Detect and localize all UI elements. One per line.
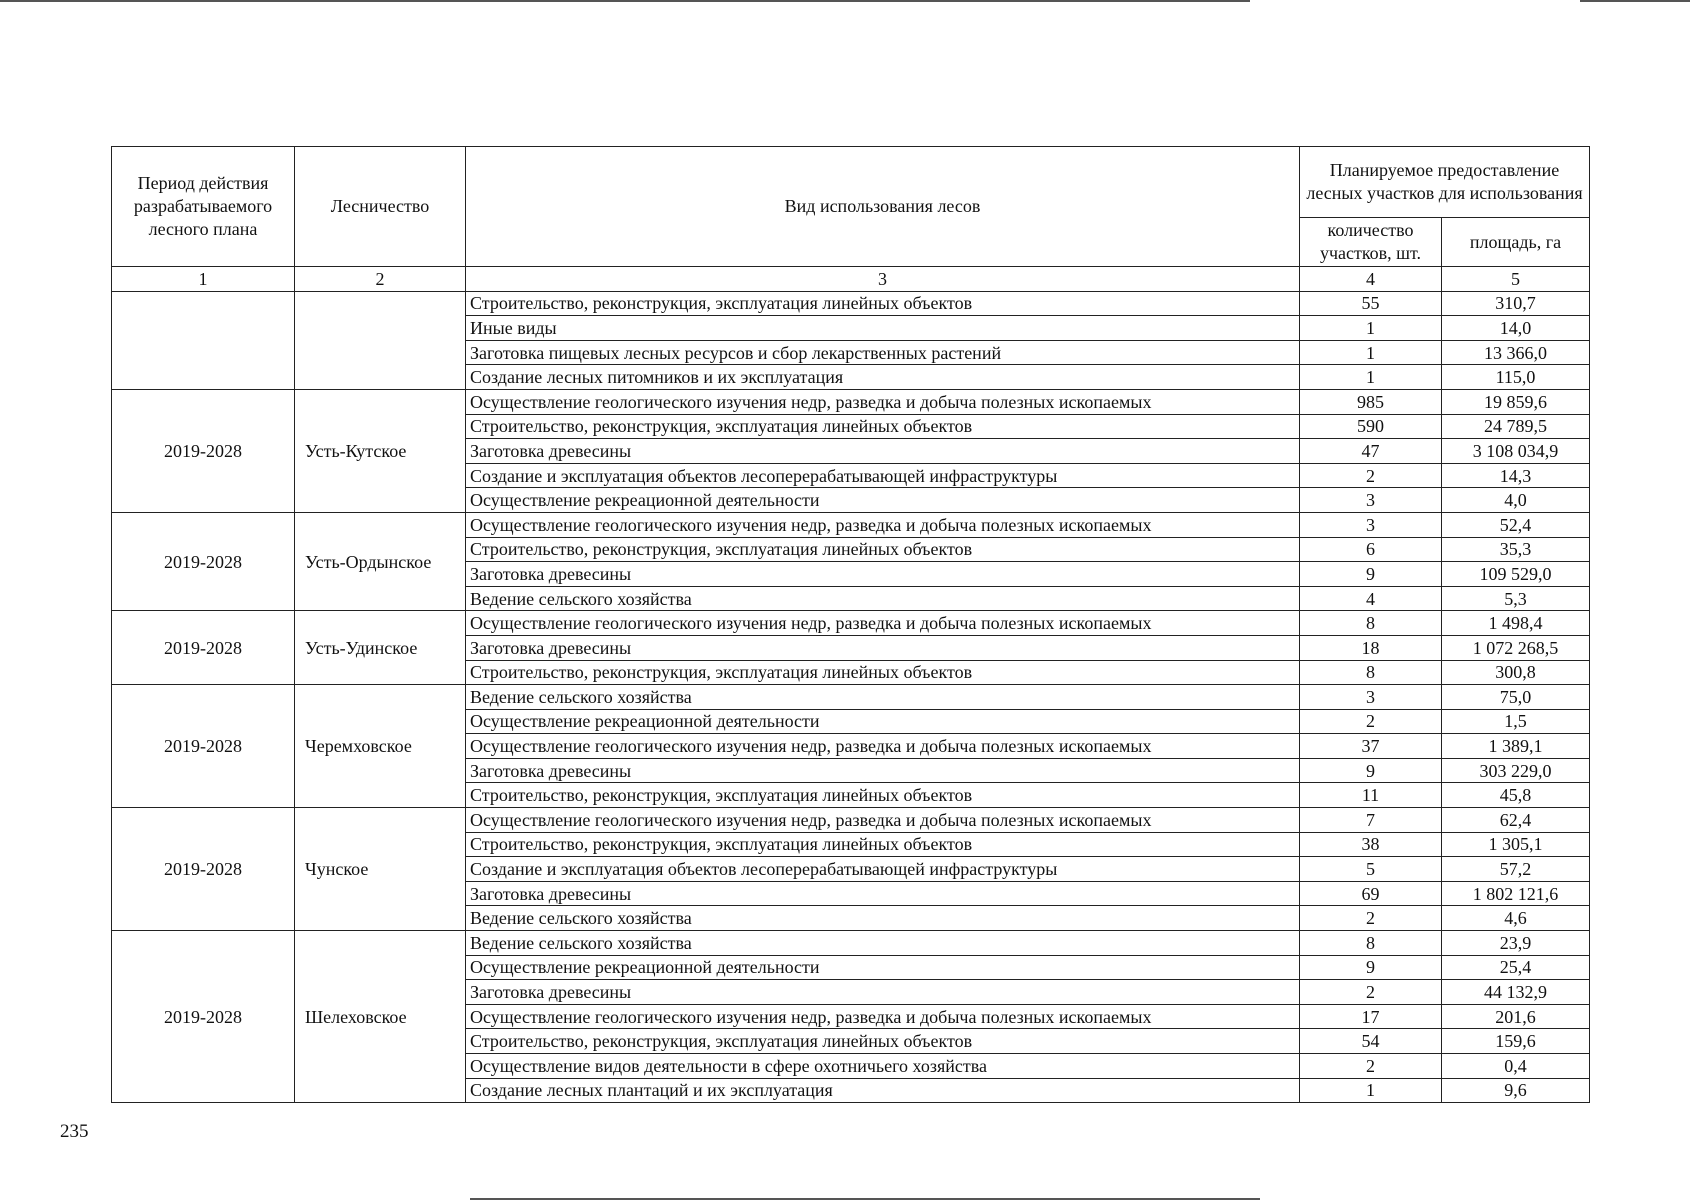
- area-cell: 25,4: [1442, 955, 1590, 980]
- use-type-cell: Осуществление видов деятельности в сфере охотничьего хозяйства: [466, 1054, 1300, 1079]
- area-cell: 23,9: [1442, 931, 1590, 956]
- count-cell: 3: [1300, 685, 1442, 710]
- table-row: [112, 931, 1590, 956]
- use-type-cell: Осуществление геологического изучения недр, разведка и добыча полезных ископаемых: [466, 1004, 1300, 1029]
- forestry-cell: Черемховское: [295, 685, 466, 808]
- area-cell: 4,0: [1442, 488, 1590, 513]
- area-cell: 4,6: [1442, 906, 1590, 931]
- area-cell: 3 108 034,9: [1442, 439, 1590, 464]
- count-cell: 11: [1300, 783, 1442, 808]
- use-type-cell: Осуществление рекреационной деятельности: [466, 709, 1300, 734]
- count-cell: 2: [1300, 709, 1442, 734]
- area-cell: 1,5: [1442, 709, 1590, 734]
- header-use-type: Вид использования лесов: [466, 147, 1300, 267]
- forestry-cell: Усть-Ордынское: [295, 512, 466, 610]
- area-cell: 109 529,0: [1442, 562, 1590, 587]
- count-cell: 69: [1300, 881, 1442, 906]
- use-type-cell: Осуществление геологического изучения недр, разведка и добыча полезных ископаемых: [466, 734, 1300, 759]
- header-area: площадь, га: [1442, 218, 1590, 267]
- header-number-5: 5: [1442, 267, 1590, 292]
- count-cell: 2: [1300, 906, 1442, 931]
- use-type-cell: Строительство, реконструкция, эксплуатация линейных объектов: [466, 832, 1300, 857]
- header-number-2: 2: [295, 267, 466, 292]
- count-cell: 590: [1300, 414, 1442, 439]
- use-type-cell: Ведение сельского хозяйства: [466, 906, 1300, 931]
- count-cell: 9: [1300, 758, 1442, 783]
- use-type-cell: Осуществление геологического изучения недр, разведка и добыча полезных ископаемых: [466, 389, 1300, 414]
- use-type-cell: Создание и эксплуатация объектов лесоперерабатывающей инфраструктуры: [466, 463, 1300, 488]
- use-type-cell: Ведение сельского хозяйства: [466, 931, 1300, 956]
- forestry-cell: [295, 291, 466, 389]
- area-cell: 24 789,5: [1442, 414, 1590, 439]
- header-period: Период действия разрабатываемого лесного плана: [112, 147, 295, 267]
- area-cell: 0,4: [1442, 1054, 1590, 1079]
- forestry-cell: Усть-Кутское: [295, 389, 466, 512]
- area-cell: 45,8: [1442, 783, 1590, 808]
- forest-use-table: [111, 146, 1590, 1103]
- count-cell: 3: [1300, 488, 1442, 513]
- area-cell: 13 366,0: [1442, 340, 1590, 365]
- period-cell: 2019-2028: [112, 512, 295, 610]
- count-cell: 8: [1300, 931, 1442, 956]
- count-cell: 1: [1300, 340, 1442, 365]
- use-type-cell: Ведение сельского хозяйства: [466, 685, 1300, 710]
- header-count: количество участков, шт.: [1300, 218, 1442, 267]
- count-cell: 2: [1300, 463, 1442, 488]
- count-cell: 8: [1300, 611, 1442, 636]
- count-cell: 17: [1300, 1004, 1442, 1029]
- table-row: [112, 685, 1590, 710]
- use-type-cell: Заготовка древесины: [466, 635, 1300, 660]
- table-row: [112, 808, 1590, 833]
- forestry-cell: Чунское: [295, 808, 466, 931]
- count-cell: 4: [1300, 586, 1442, 611]
- use-type-cell: Заготовка древесины: [466, 881, 1300, 906]
- area-cell: 14,0: [1442, 316, 1590, 341]
- use-type-cell: Иные виды: [466, 316, 1300, 341]
- header-planned-allocation: Планируемое предоставление лесных участков для использования: [1300, 147, 1590, 218]
- area-cell: 1 305,1: [1442, 832, 1590, 857]
- count-cell: 3: [1300, 512, 1442, 537]
- area-cell: 201,6: [1442, 1004, 1590, 1029]
- area-cell: 1 802 121,6: [1442, 881, 1590, 906]
- use-type-cell: Строительство, реконструкция, эксплуатация линейных объектов: [466, 537, 1300, 562]
- area-cell: 62,4: [1442, 808, 1590, 833]
- area-cell: 75,0: [1442, 685, 1590, 710]
- area-cell: 35,3: [1442, 537, 1590, 562]
- area-cell: 5,3: [1442, 586, 1590, 611]
- area-cell: 303 229,0: [1442, 758, 1590, 783]
- use-type-cell: Строительство, реконструкция, эксплуатация линейных объектов: [466, 291, 1300, 316]
- table-row: [112, 512, 1590, 537]
- use-type-cell: Заготовка пищевых лесных ресурсов и сбор лекарственных растений: [466, 340, 1300, 365]
- area-cell: 159,6: [1442, 1029, 1590, 1054]
- header-row-top: [112, 147, 1590, 218]
- use-type-cell: Строительство, реконструкция, эксплуатация линейных объектов: [466, 414, 1300, 439]
- count-cell: 1: [1300, 365, 1442, 390]
- use-type-cell: Осуществление геологического изучения недр, разведка и добыча полезных ископаемых: [466, 808, 1300, 833]
- count-cell: 54: [1300, 1029, 1442, 1054]
- period-cell: 2019-2028: [112, 931, 295, 1103]
- use-type-cell: Осуществление рекреационной деятельности: [466, 955, 1300, 980]
- header-forestry: Лесничество: [295, 147, 466, 267]
- use-type-cell: Заготовка древесины: [466, 758, 1300, 783]
- count-cell: 8: [1300, 660, 1442, 685]
- period-cell: 2019-2028: [112, 685, 295, 808]
- page-number: 235: [60, 1121, 89, 1142]
- header-number-row: [112, 267, 1590, 292]
- use-type-cell: Строительство, реконструкция, эксплуатация линейных объектов: [466, 660, 1300, 685]
- area-cell: 52,4: [1442, 512, 1590, 537]
- count-cell: 37: [1300, 734, 1442, 759]
- period-cell: 2019-2028: [112, 611, 295, 685]
- table-header: [112, 147, 1590, 292]
- count-cell: 55: [1300, 291, 1442, 316]
- use-type-cell: Заготовка древесины: [466, 439, 1300, 464]
- forestry-cell: Усть-Удинское: [295, 611, 466, 685]
- area-cell: 300,8: [1442, 660, 1590, 685]
- use-type-cell: Заготовка древесины: [466, 980, 1300, 1005]
- count-cell: 2: [1300, 980, 1442, 1005]
- area-cell: 310,7: [1442, 291, 1590, 316]
- period-cell: [112, 291, 295, 389]
- use-type-cell: Осуществление геологического изучения недр, разведка и добыча полезных ископаемых: [466, 512, 1300, 537]
- count-cell: 47: [1300, 439, 1442, 464]
- use-type-cell: Создание лесных плантаций и их эксплуатация: [466, 1078, 1300, 1103]
- count-cell: 985: [1300, 389, 1442, 414]
- scan-edge-line-top-right: [1580, 0, 1690, 2]
- area-cell: 44 132,9: [1442, 980, 1590, 1005]
- use-type-cell: Строительство, реконструкция, эксплуатация линейных объектов: [466, 1029, 1300, 1054]
- use-type-cell: Создание и эксплуатация объектов лесоперерабатывающей инфраструктуры: [466, 857, 1300, 882]
- use-type-cell: Заготовка древесины: [466, 562, 1300, 587]
- use-type-cell: Осуществление геологического изучения недр, разведка и добыча полезных ископаемых: [466, 611, 1300, 636]
- scan-edge-line-bottom: [470, 1198, 1260, 1200]
- area-cell: 14,3: [1442, 463, 1590, 488]
- area-cell: 1 498,4: [1442, 611, 1590, 636]
- table-row: [112, 291, 1590, 316]
- header-number-1: 1: [112, 267, 295, 292]
- count-cell: 18: [1300, 635, 1442, 660]
- count-cell: 5: [1300, 857, 1442, 882]
- header-number-3: 3: [466, 267, 1300, 292]
- area-cell: 1 389,1: [1442, 734, 1590, 759]
- count-cell: 38: [1300, 832, 1442, 857]
- period-cell: 2019-2028: [112, 808, 295, 931]
- count-cell: 9: [1300, 955, 1442, 980]
- count-cell: 6: [1300, 537, 1442, 562]
- count-cell: 7: [1300, 808, 1442, 833]
- use-type-cell: Осуществление рекреационной деятельности: [466, 488, 1300, 513]
- area-cell: 115,0: [1442, 365, 1590, 390]
- area-cell: 57,2: [1442, 857, 1590, 882]
- area-cell: 19 859,6: [1442, 389, 1590, 414]
- count-cell: 9: [1300, 562, 1442, 587]
- use-type-cell: Строительство, реконструкция, эксплуатация линейных объектов: [466, 783, 1300, 808]
- period-cell: 2019-2028: [112, 389, 295, 512]
- use-type-cell: Создание лесных питомников и их эксплуатация: [466, 365, 1300, 390]
- area-cell: 9,6: [1442, 1078, 1590, 1103]
- table-body: [112, 291, 1590, 1103]
- count-cell: 1: [1300, 316, 1442, 341]
- header-number-4: 4: [1300, 267, 1442, 292]
- count-cell: 1: [1300, 1078, 1442, 1103]
- forestry-cell: Шелеховское: [295, 931, 466, 1103]
- table-row: [112, 611, 1590, 636]
- area-cell: 1 072 268,5: [1442, 635, 1590, 660]
- table-row: [112, 389, 1590, 414]
- scan-edge-line-top: [0, 0, 1250, 2]
- use-type-cell: Ведение сельского хозяйства: [466, 586, 1300, 611]
- count-cell: 2: [1300, 1054, 1442, 1079]
